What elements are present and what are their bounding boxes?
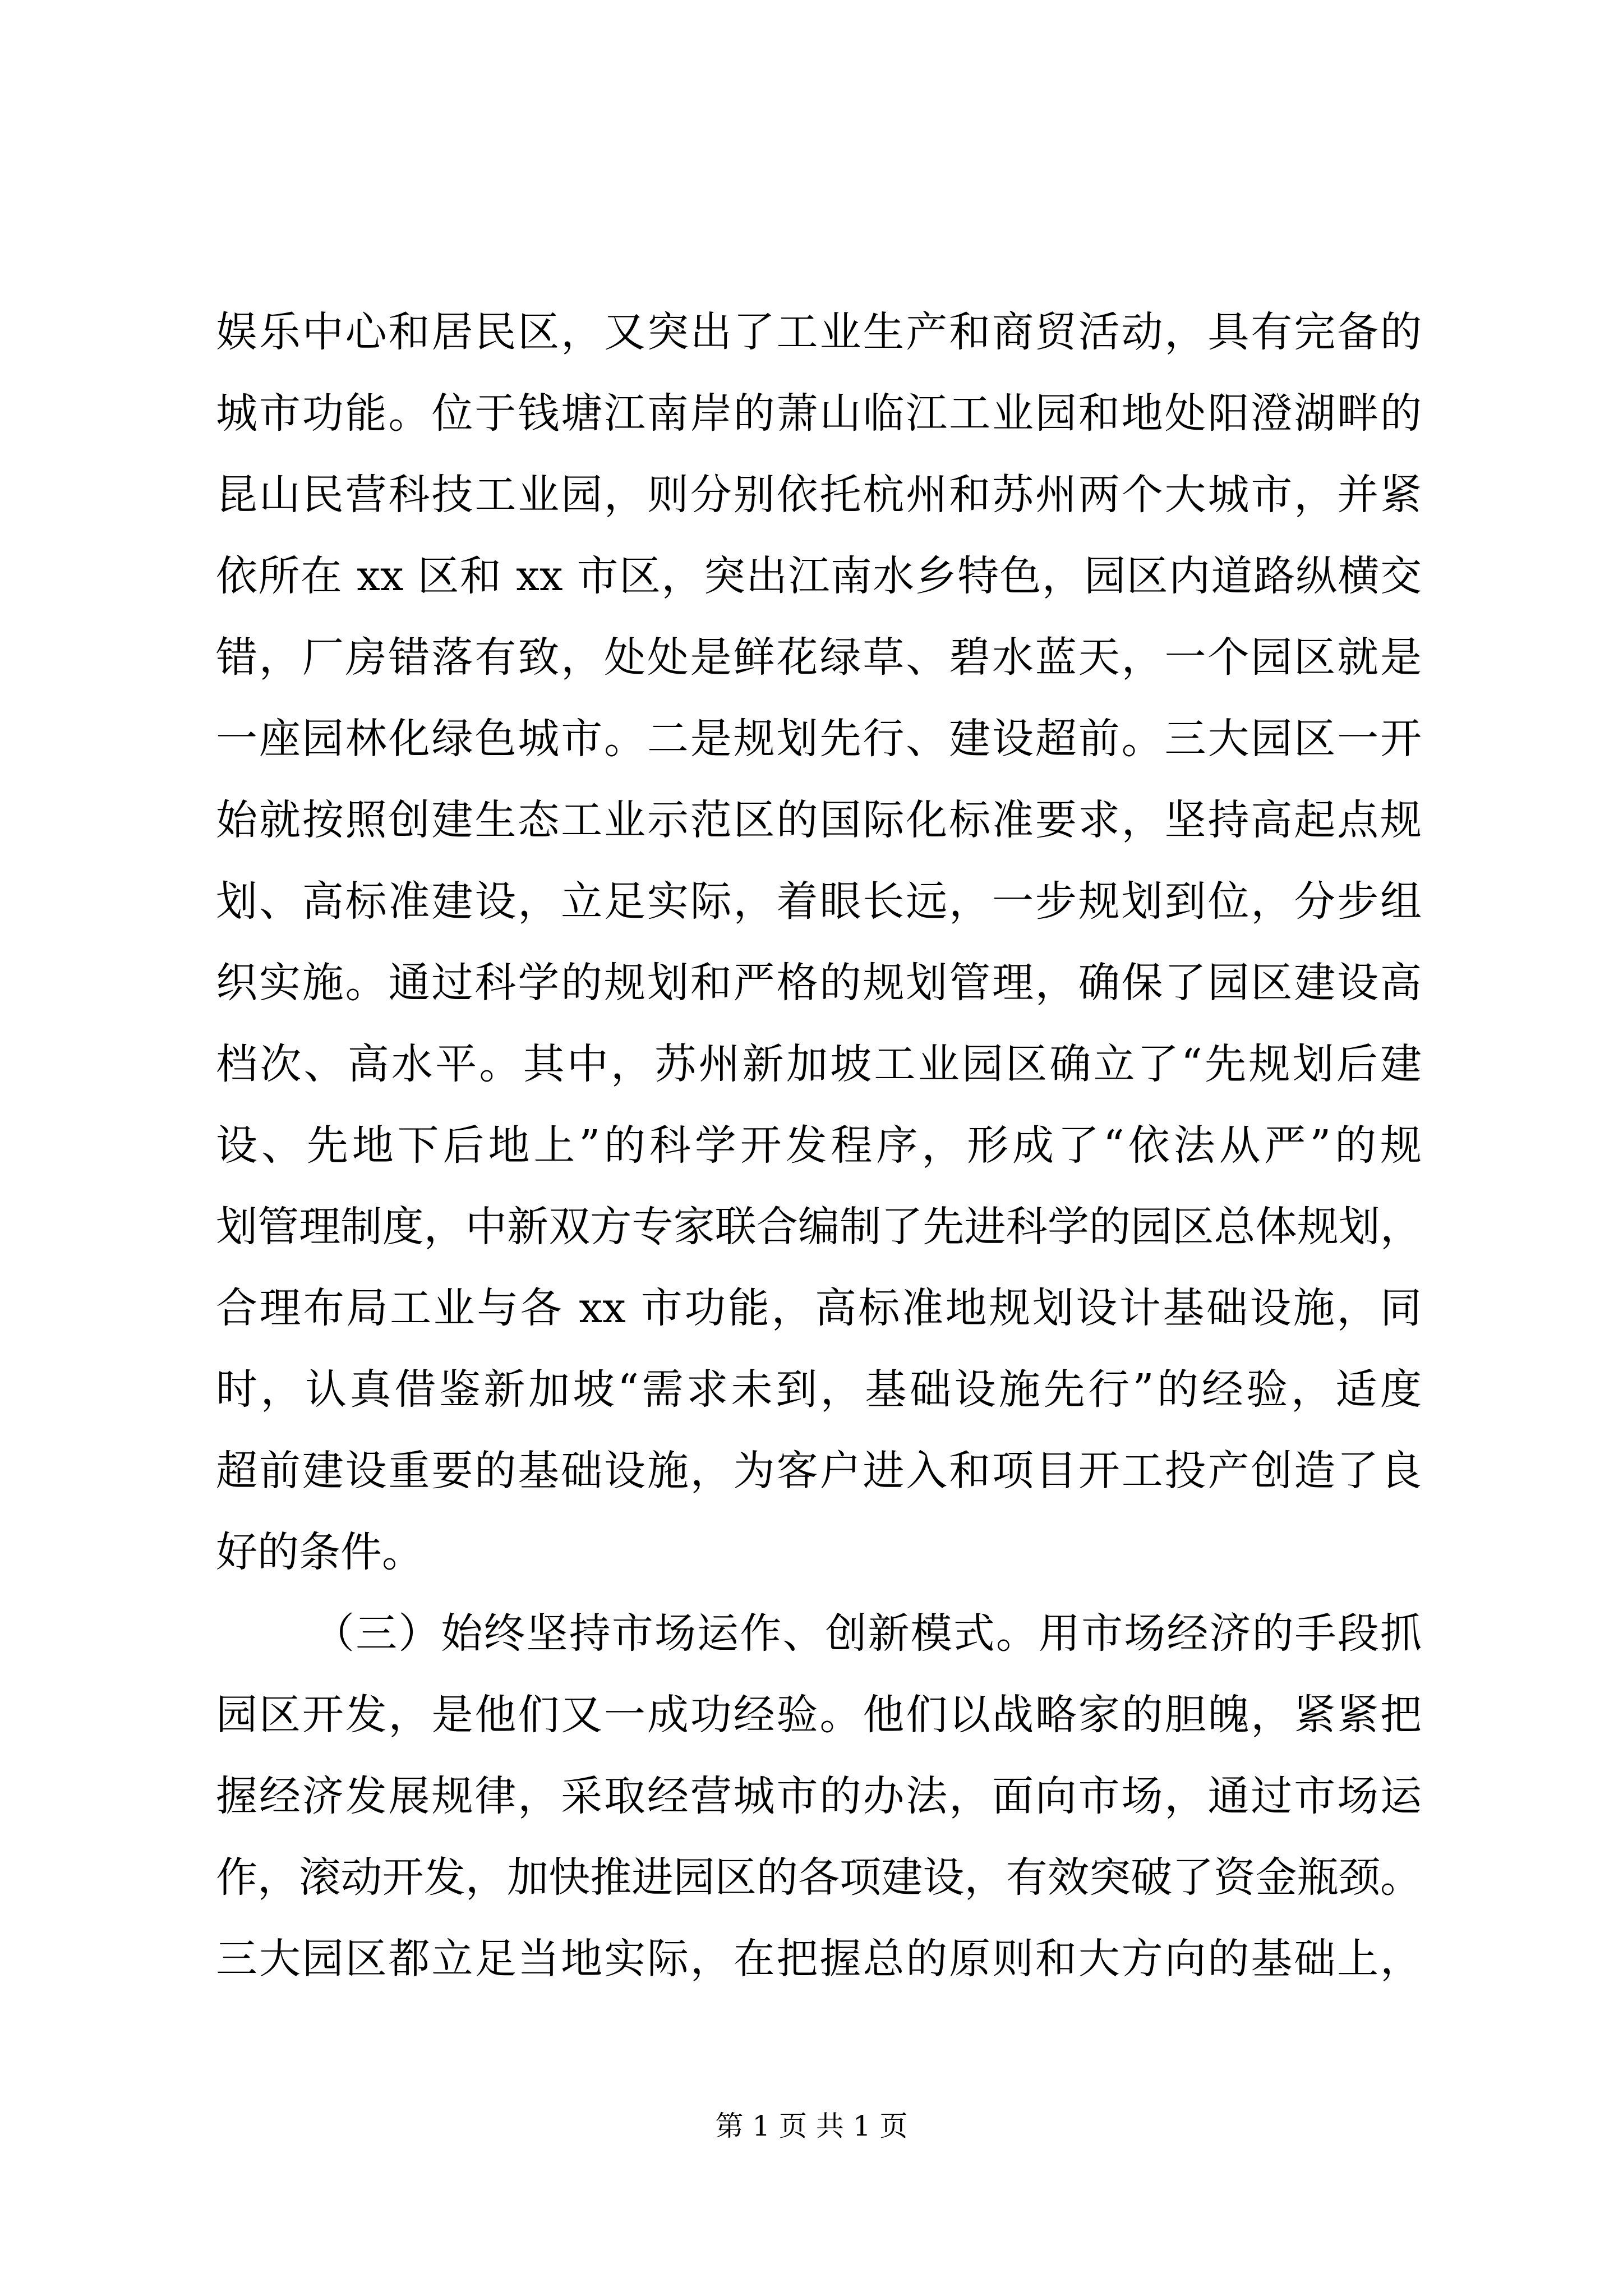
- page-footer: [0, 2109, 1623, 2143]
- text-line: 依所在 xx 区和 xx 市区，突出江南水乡特色，园区内道路纵横交: [216, 552, 1422, 600]
- body-text: [216, 292, 1422, 2000]
- text-line: 好的条件。: [216, 1528, 423, 1576]
- text-line: 昆山民营科技工业园，则分别依托杭州和苏州两个大城市，并紧: [216, 471, 1422, 519]
- text-line: 错，厂房错落有致，处处是鲜花绿草、碧水蓝天，一个园区就是: [216, 633, 1422, 682]
- text-line: 合理布局工业与各 xx 市功能，高标准地规划设计基础设施，同: [216, 1284, 1422, 1332]
- text-line: 作，滚动开发，加快推进园区的各项建设，有效突破了资金瓶颈。: [216, 1853, 1422, 1902]
- text-line: 档次、高水平。其中，苏州新加坡工业园区确立了“先规划后建: [216, 1040, 1422, 1088]
- text-line: 城市功能。位于钱塘江南岸的萧山临江工业园和地处阳澄湖畔的: [216, 389, 1422, 438]
- section-heading-line: （三）始终坚持市场运作、创新模式。用市场经济的手段抓: [313, 1609, 1422, 1658]
- text-line: 始就按照创建生态工业示范区的国际化标准要求，坚持高起点规: [216, 796, 1422, 844]
- text-line: 划、高标准建设，立足实际，着眼长远，一步规划到位，分步组: [216, 877, 1422, 926]
- text-line: 三大园区都立足当地实际，在把握总的原则和大方向的基础上，: [216, 1935, 1422, 1983]
- text-line: 园区开发，是他们又一成功经验。他们以战略家的胆魄，紧紧把: [216, 1691, 1422, 1739]
- text-line: 娱乐中心和居民区，又突出了工业生产和商贸活动，具有完备的: [216, 308, 1422, 356]
- text-line: 一座园林化绿色城市。二是规划先行、建设超前。三大园区一开: [216, 715, 1422, 763]
- text-line: 超前建设重要的基础设施，为客户进入和项目开工投产创造了良: [216, 1447, 1422, 1495]
- text-line: 织实施。通过科学的规划和严格的规划管理，确保了园区建设高: [216, 959, 1422, 1007]
- page-number: 第 1 页 共 1 页: [715, 2110, 908, 2142]
- text-line: 时，认真借鉴新加坡“需求未到，基础设施先行”的经验，适度: [216, 1365, 1422, 1414]
- text-line: 握经济发展规律，采取经营城市的办法，面向市场，通过市场运: [216, 1772, 1422, 1820]
- text-line: 设、先地下后地上”的科学开发程序，形成了“依法从严”的规: [216, 1121, 1422, 1170]
- text-line: 划管理制度，中新双方专家联合编制了先进科学的园区总体规划，: [216, 1203, 1422, 1251]
